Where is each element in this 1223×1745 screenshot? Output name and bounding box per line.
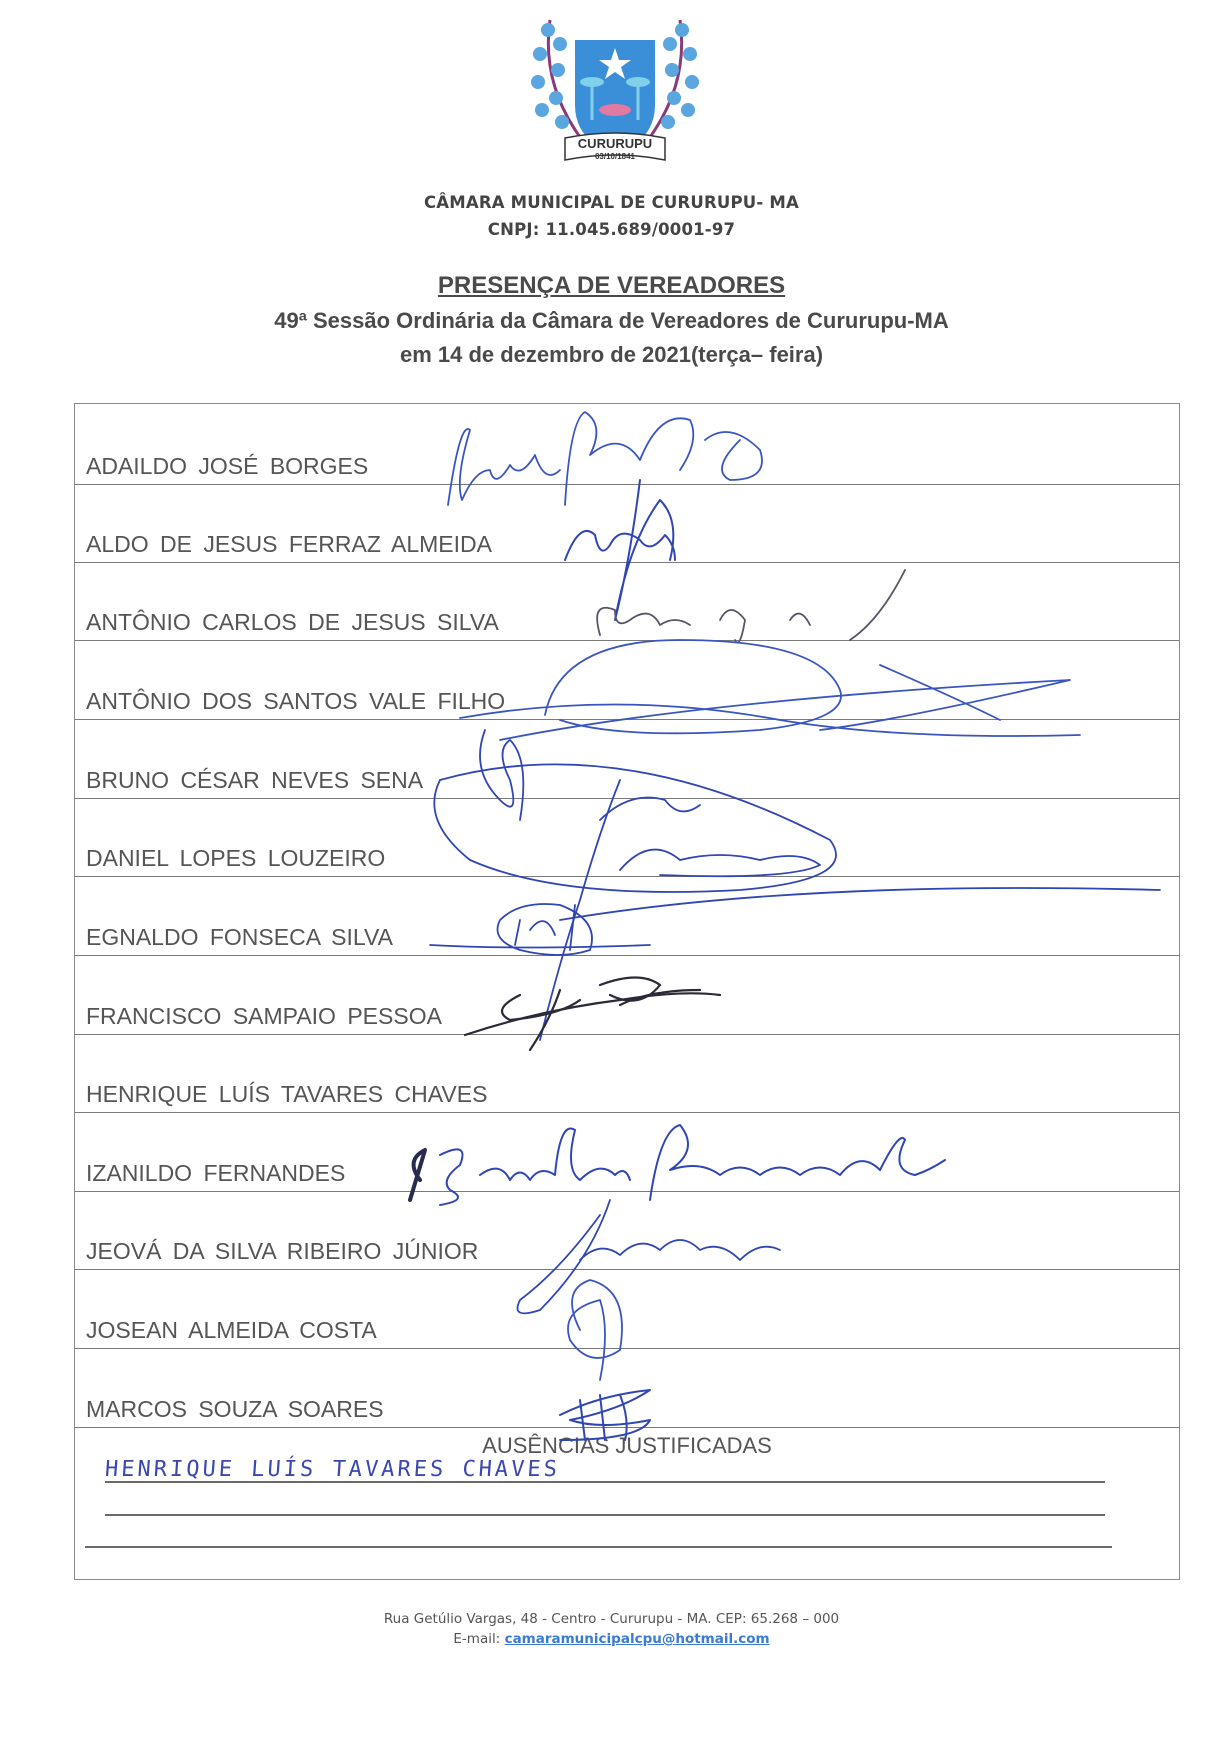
session-subtitle: 49ª Sessão Ordinária da Câmara de Vereadores de Cururupu-MA <box>274 308 949 333</box>
attendance-row <box>75 641 1179 720</box>
attendance-row <box>75 1191 1179 1270</box>
absence-entry: HENRIQUE LUÍS TAVARES CHAVES <box>104 1457 561 1482</box>
attendance-row <box>75 1034 1179 1113</box>
footer-address: Rua Getúlio Vargas, 48 - Centro - Cururupu - MA. CEP: 65.268 – 000 <box>383 1611 840 1627</box>
councillor-name: JOSEAN ALMEIDA COSTA <box>86 1317 377 1343</box>
councillor-name: HENRIQUE LUÍS TAVARES CHAVES <box>86 1081 488 1107</box>
attendance-row <box>75 484 1179 563</box>
attendance-sheet <box>74 403 1180 1580</box>
attendance-row <box>75 404 1179 485</box>
attendance-row <box>75 798 1179 877</box>
absence-line <box>105 1481 1105 1483</box>
absence-line <box>105 1514 1105 1516</box>
attendance-row <box>75 956 1179 1035</box>
absence-line <box>85 1546 1112 1548</box>
councillor-name: ANTÔNIO DOS SANTOS VALE FILHO <box>86 688 506 714</box>
session-date: em 14 de dezembro de 2021(terça– feira) <box>399 342 824 367</box>
councillor-name: MARCOS SOUZA SOARES <box>86 1396 384 1422</box>
page-title: PRESENÇA DE VEREADORES <box>437 272 786 299</box>
attendance-row <box>75 1270 1179 1349</box>
svg-text:CURURUPU: CURURUPU <box>577 136 653 151</box>
footer-email-line <box>0 1631 1223 1647</box>
councillor-name: EGNALDO FONSECA SILVA <box>86 924 393 950</box>
councillor-name: IZANILDO FERNANDES <box>86 1160 346 1186</box>
councillor-name: ADAILDO JOSÉ BORGES <box>86 453 369 479</box>
footer-email-label: E-mail: <box>453 1631 505 1647</box>
attendance-row <box>75 877 1179 956</box>
municipal-crest-icon <box>520 10 710 170</box>
attendance-row <box>75 1349 1179 1428</box>
councillor-name: ANTÔNIO CARLOS DE JESUS SILVA <box>86 609 499 635</box>
absences-heading: AUSÊNCIAS JUSTIFICADAS <box>482 1433 772 1458</box>
svg-text:03/10/1841: 03/10/1841 <box>594 152 636 161</box>
attendance-row <box>75 720 1179 799</box>
councillor-name: DANIEL LOPES LOUZEIRO <box>86 845 386 871</box>
councillor-name: JEOVÁ DA SILVA RIBEIRO JÚNIOR <box>86 1238 479 1264</box>
councillor-name: FRANCISCO SAMPAIO PESSOA <box>86 1003 442 1029</box>
councillor-name: BRUNO CÉSAR NEVES SENA <box>86 767 424 793</box>
attendance-row <box>75 1113 1179 1192</box>
org-cnpj: CNPJ: 11.045.689/0001-97 <box>487 220 736 239</box>
org-name: CÂMARA MUNICIPAL DE CURURUPU- MA <box>423 193 799 212</box>
footer-email-link[interactable]: camaramunicipalcpu@hotmail.com <box>504 1631 770 1647</box>
councillor-name: ALDO DE JESUS FERRAZ ALMEIDA <box>86 531 492 557</box>
attendance-row <box>75 562 1179 641</box>
